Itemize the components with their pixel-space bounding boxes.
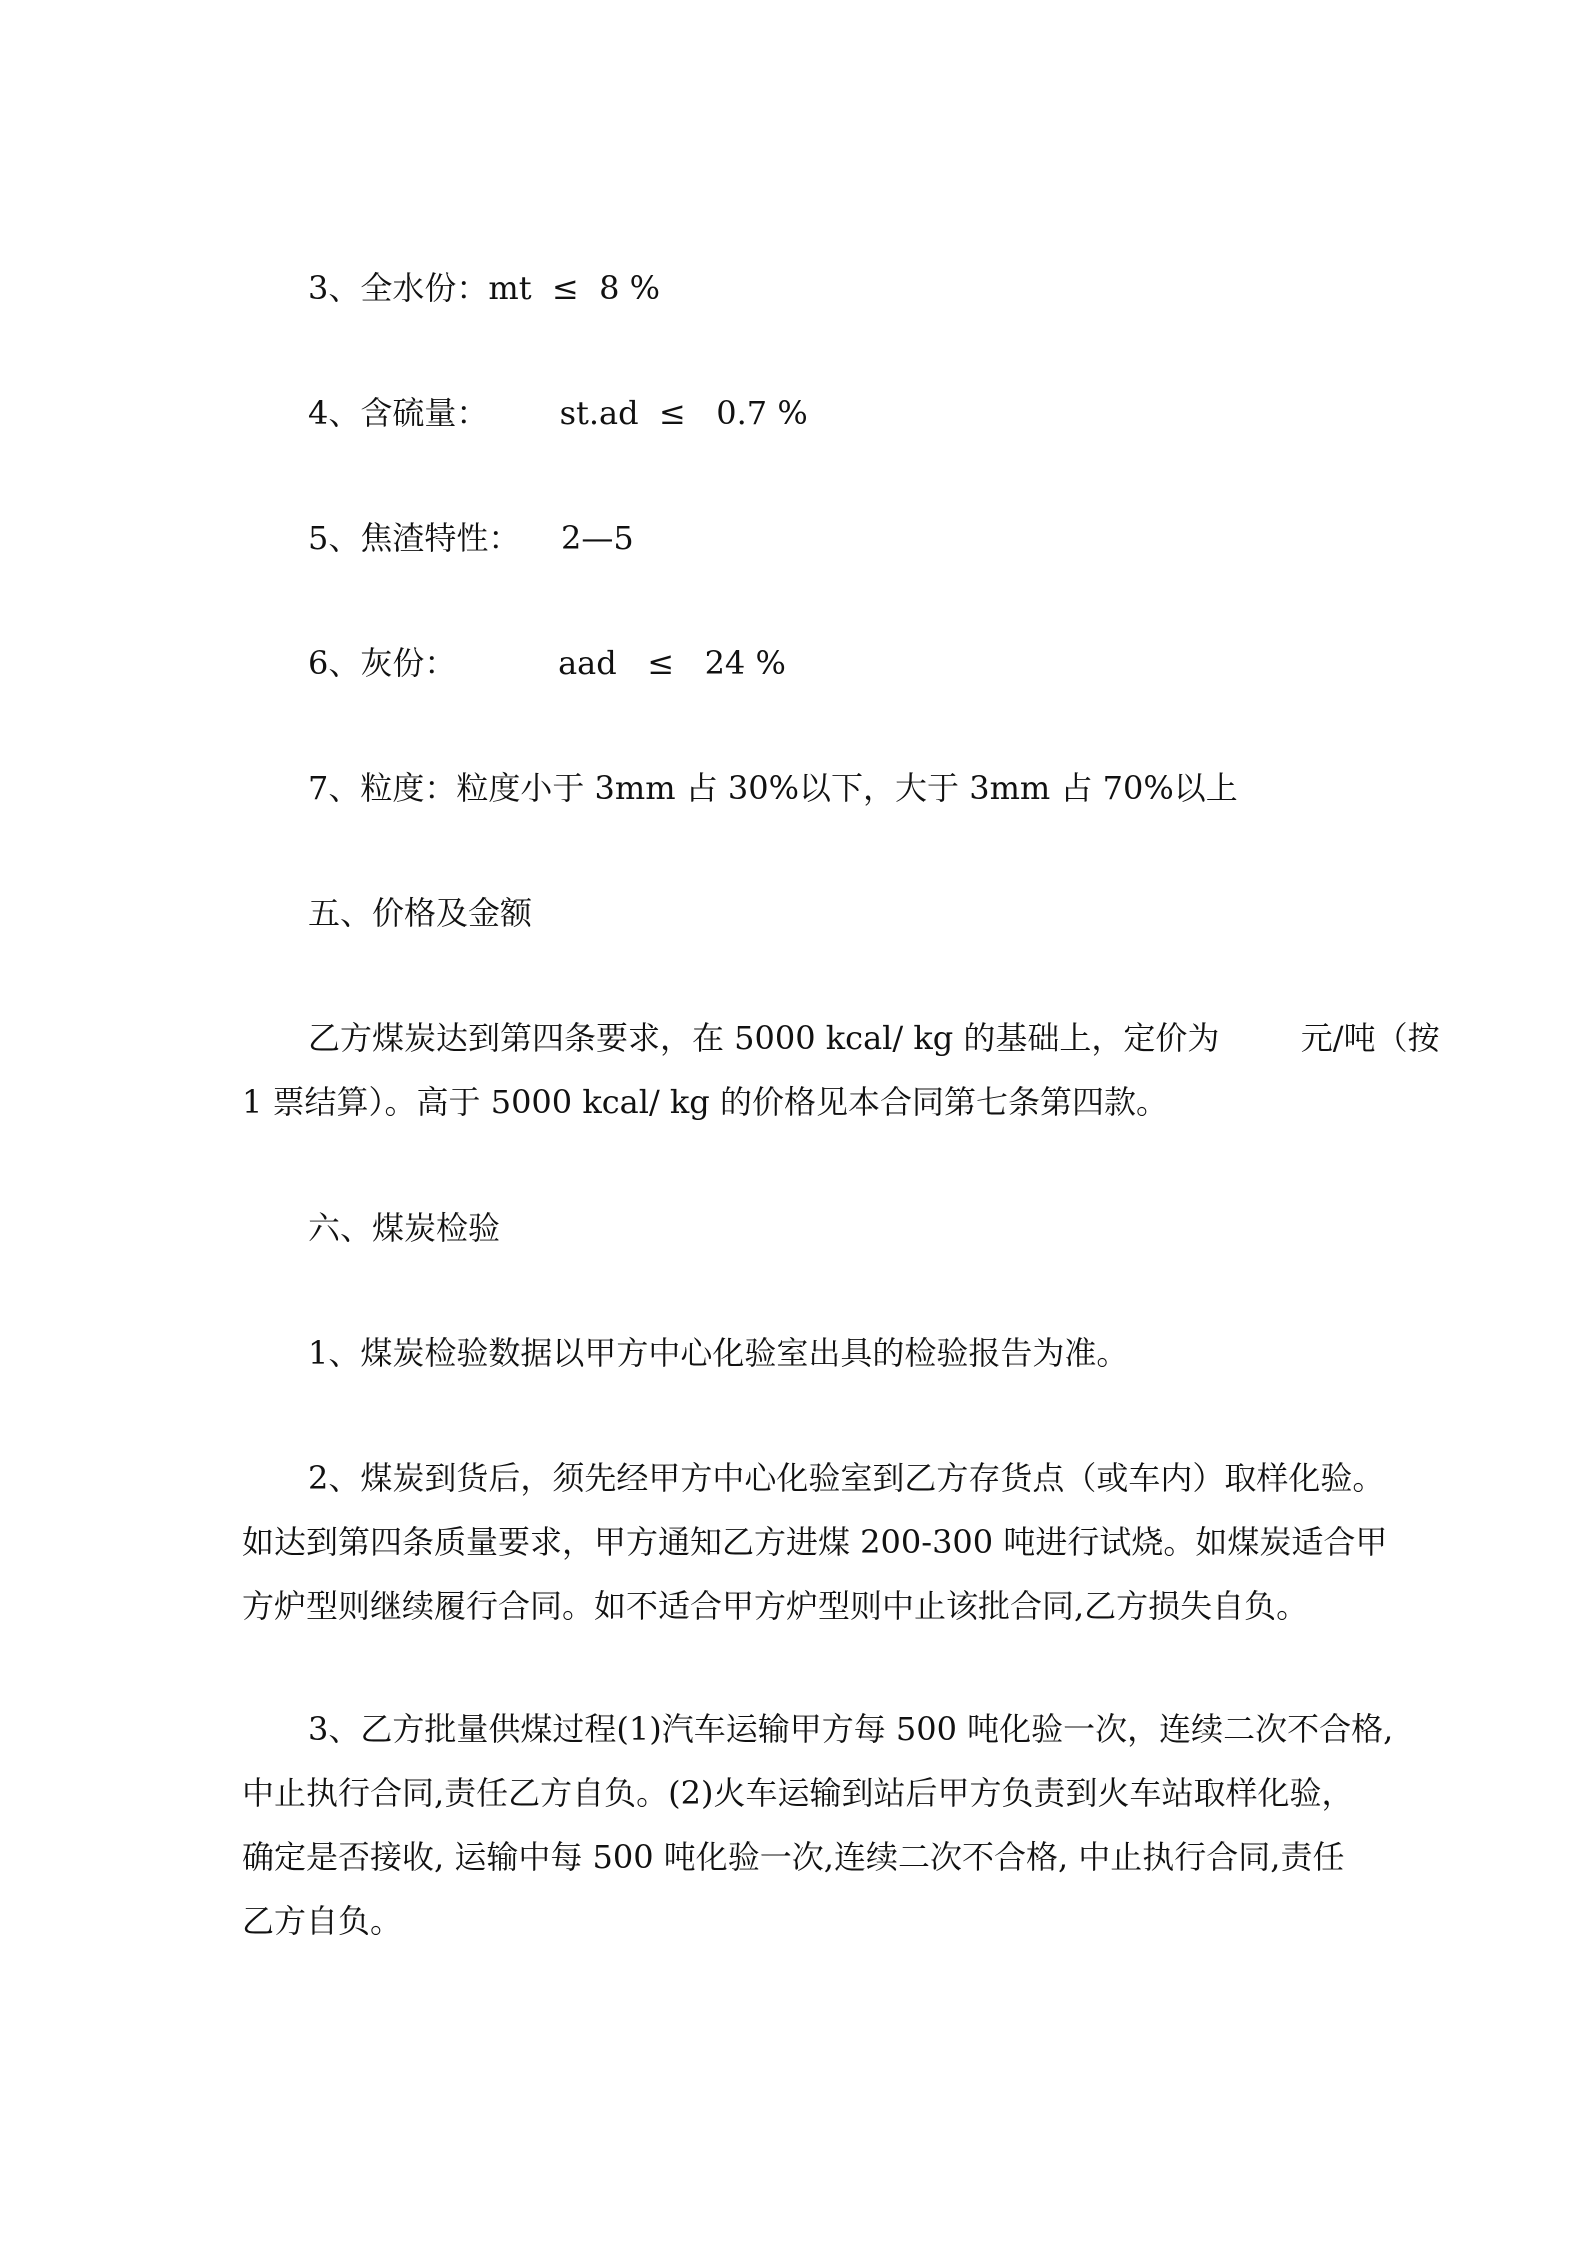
spec-sulfur: 4、含硫量： st.ad ≤ 0.7 % [308,394,808,432]
inspection-item-3-line-4: 乙方自负。 [242,1902,403,1940]
spec-moisture: 3、全水份：mt ≤ 8 % [308,269,661,307]
inspection-item-3-line-1: 3、乙方批量供煤过程(1)汽车运输甲方每 500 吨化验一次，连续二次不合格, [308,1710,1394,1748]
spec-coke-residue: 5、焦渣特性： 2—5 [308,519,634,557]
section-heading-price: 五、价格及金额 [308,894,533,932]
price-line-2: 1 票结算）。高于 5000 kcal/ kg 的价格见本合同第七条第四款。 [242,1083,1168,1121]
price-paragraph [242,1006,1440,1134]
price-line-1: 乙方煤炭达到第四条要求，在 5000 kcal/ kg 的基础上，定价为 元/吨（按 [308,1019,1440,1057]
inspection-item-2-line-3: 方炉型则继续履行合同。如不适合甲方炉型则中止该批合同,乙方损失自负。 [242,1587,1309,1625]
spec-granularity: 7、粒度：粒度小于 3mm 占 30%以下，大于 3mm 占 70%以上 [308,769,1238,807]
inspection-item-1: 1、煤炭检验数据以甲方中心化验室出具的检验报告为准。 [308,1334,1129,1372]
inspection-item-2-line-2: 如达到第四条质量要求，甲方通知乙方进煤 200-300 吨进行试烧。如煤炭适合甲 [242,1523,1388,1561]
spec-ash: 6、灰份： aad ≤ 24 % [308,644,786,682]
inspection-item-2 [242,1446,1388,1638]
inspection-item-3-line-3: 确定是否接收, 运输中每 500 吨化验一次,连续二次不合格, 中止执行合同,责任 [242,1838,1345,1876]
section-heading-inspection: 六、煤炭检验 [308,1209,501,1247]
inspection-item-3-line-2: 中止执行合同,责任乙方自负。(2)火车运输到站后甲方负责到火车站取样化验， [242,1774,1354,1812]
inspection-item-3 [242,1697,1394,1953]
inspection-item-2-line-1: 2、煤炭到货后，须先经甲方中心化验室到乙方存货点（或车内）取样化验。 [308,1459,1385,1497]
